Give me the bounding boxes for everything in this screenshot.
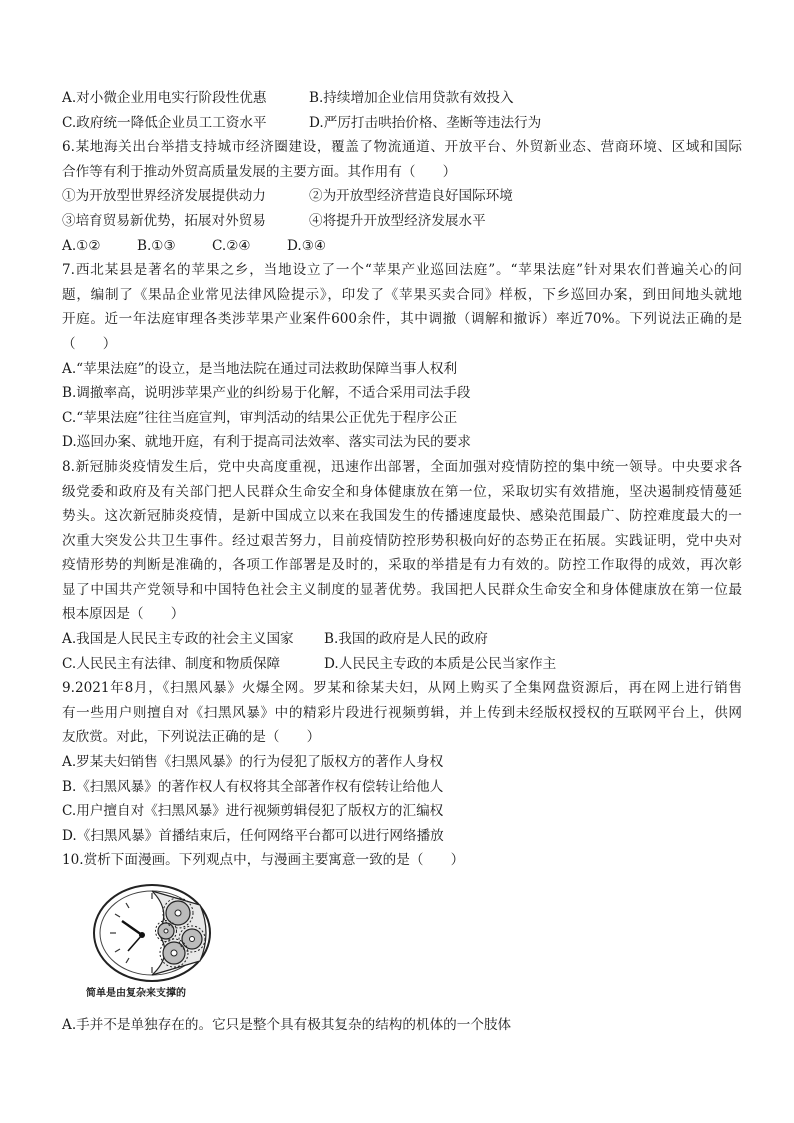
q8-stem-line-3: 势头。这次新冠肺炎疫情，是新中国成立以来在我国发生的传播速度最快、感染范围最广、防控难度最大的一 xyxy=(62,508,742,525)
q6-statements-row-1 xyxy=(62,184,742,209)
q6-statement-1: ①为开放型世界经济发展提供动力 xyxy=(62,188,266,205)
q9-option-b: B.《扫黑风暴》的著作权人有权将其全部著作权有偿转让给他人 xyxy=(62,778,444,795)
q7-option-b: B.调撤率高，说明涉苹果产业的纠纷易于化解，不适合采用司法手段 xyxy=(62,385,471,402)
comic-illustration xyxy=(82,881,232,1003)
q8-stem-line-6: 显了中国共产党领导和中国特色社会主义制度的显著优势。我国把人民群众生命安全和身体健康放在第一位最 xyxy=(62,581,742,598)
q6-statements-row-2 xyxy=(62,209,742,234)
q6-options xyxy=(62,234,742,259)
q9-stem-line-2: 有一些用户则擅自对《扫黑风暴》中的精彩片段进行视频剪辑，并上传到未经版权授权的互联网平台上，供网 xyxy=(62,704,742,721)
q7-stem-line-4: （ ） xyxy=(62,335,117,352)
q8-option-b: B.我国的政府是人民的政府 xyxy=(324,631,488,648)
clock-gears-drawing xyxy=(82,881,232,985)
q6-stem-line-1: 6.某地海关出台举措支持城市经济圈建设，覆盖了物流通道、开放平台、外贸新业态、营商环境、区域和国际 xyxy=(62,139,742,156)
q8-option-d: D.人民民主专政的本质是公民当家作主 xyxy=(324,655,557,672)
q7-option-c: C.“苹果法庭”往往当庭宣判，审判活动的结果公正优先于程序公正 xyxy=(62,409,458,426)
q9-stem-line-1: 9.2021年8月，《扫黑风暴》火爆全网。罗某和徐某夫妇，从网上购买了全集网盘资源后，再在网上进行销售 xyxy=(62,680,742,697)
q6-statement-4: ④将提升开放型经济发展水平 xyxy=(309,212,486,229)
q10-stem: 10.赏析下面漫画。下列观点中，与漫画主要寓意一致的是（ ） xyxy=(62,852,465,869)
q8-options-row-1 xyxy=(62,627,742,652)
q6-option-a: A.①② xyxy=(62,237,101,254)
q8-stem-line-7: 根本原因是（ ） xyxy=(62,606,185,623)
q7-stem-line-1: 7.西北某县是著名的苹果之乡，当地设立了一个“苹果产业巡回法庭”。“苹果法庭”针对果农们普遍关心的问 xyxy=(62,262,742,279)
q9-option-c: C.用户擅自对《扫黑风暴》进行视频剪辑侵犯了版权方的汇编权 xyxy=(62,803,444,820)
q8-stem-line-2: 级党委和政府及有关部门把人民群众生命安全和身体健康放在第一位，采取切实有效措施，坚决遏制疫情蔓延 xyxy=(62,483,742,500)
q7-stem-line-3: 开庭。近一年法庭审理各类涉苹果产业案件600余件，其中调撤（调解和撤诉）率近70%。下列说法正确的是 xyxy=(62,311,742,328)
q7-option-a: A.“苹果法庭”的设立，是当地法院在通过司法救助保障当事人权利 xyxy=(62,360,458,377)
q5-option-c: C.政府统一降低企业员工工资水平 xyxy=(62,114,267,131)
exam-page xyxy=(62,86,742,1038)
q6-option-c: C.②④ xyxy=(212,237,251,254)
q5-option-d: D.严厉打击哄抬价格、垄断等违法行为 xyxy=(309,114,542,131)
q8-stem-line-4: 次重大突发公共卫生事件。经过艰苦努力，目前疫情防控形势积极向好的态势正在拓展。实践证明，党中央对 xyxy=(62,532,742,549)
q8-stem-line-5: 疫情形势的判断是准确的，各项工作部署是及时的，采取的举措是有力有效的。防控工作取得的成效，再次彰 xyxy=(62,557,742,574)
q7-option-d: D.巡回办案、就地开庭，有利于提高司法效率、落实司法为民的要求 xyxy=(62,434,471,451)
q6-statement-3: ③培育贸易新优势，拓展对外贸易 xyxy=(62,212,266,229)
q5-option-b: B.持续增加企业信用贷款有效投入 xyxy=(309,90,514,106)
q5-options-row-2 xyxy=(62,111,742,136)
q6-statement-2: ②为开放型经济营造良好国际环境 xyxy=(309,188,513,205)
q7-stem-line-2: 题，编制了《果品企业常见法律风险提示》，印发了《苹果买卖合同》样板，下乡巡回办案，到田间地头就地 xyxy=(62,286,742,303)
q6-option-d: D.③④ xyxy=(287,237,327,254)
q8-stem-line-1: 8.新冠肺炎疫情发生后，党中央高度重视，迅速作出部署，全面加强对疫情防控的集中统一领导。中央要求各 xyxy=(62,458,742,475)
q5-option-a: A.对小微企业用电实行阶段性优惠 xyxy=(62,90,267,106)
comic-caption: 简单是由复杂来支撑的 xyxy=(86,988,186,999)
q6-stem-line-2: 合作等有利于推动外贸高质量发展的主要方面。其作用有（ ） xyxy=(62,163,457,180)
q8-options-row-2 xyxy=(62,652,742,677)
q6-option-b: B.①③ xyxy=(137,237,176,254)
q10-option-a: A.手并不是单独存在的。它只是整个具有极其复杂的结构的机体的一个肢体 xyxy=(62,1017,512,1033)
q9-stem-line-3: 友欣赏。对此，下列说法正确的是（ ） xyxy=(62,729,321,746)
q8-option-a: A.我国是人民民主专政的社会主义国家 xyxy=(62,631,294,648)
q9-option-d: D.《扫黑风暴》首播结束后，任何网络平台都可以进行网络播放 xyxy=(62,827,444,844)
q5-options-row-1 xyxy=(62,86,742,111)
q9-option-a: A.罗某夫妇销售《扫黑风暴》的行为侵犯了版权方的著作人身权 xyxy=(62,754,444,771)
q8-option-c: C.人民民主有法律、制度和物质保障 xyxy=(62,655,281,672)
